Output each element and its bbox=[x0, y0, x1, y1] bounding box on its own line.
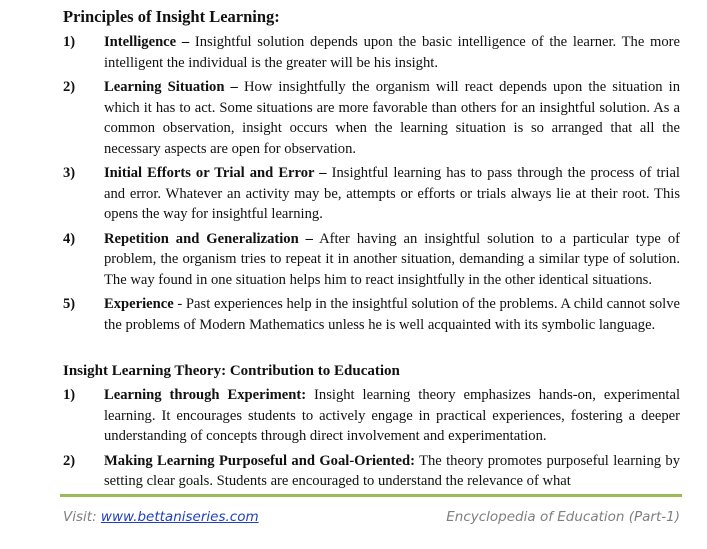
footer-divider bbox=[60, 494, 682, 497]
list-item bbox=[63, 451, 680, 492]
item-term: Intelligence – bbox=[104, 34, 190, 50]
item-text bbox=[104, 32, 680, 73]
list-item bbox=[63, 77, 680, 159]
contribution-list bbox=[63, 385, 680, 496]
item-term: Learning Situation – bbox=[104, 79, 238, 95]
item-text bbox=[104, 451, 680, 492]
item-text bbox=[104, 294, 680, 335]
item-text bbox=[104, 77, 680, 159]
item-text bbox=[104, 163, 680, 225]
footer-visit-label: Visit: bbox=[63, 509, 101, 525]
item-body: After having an insightful solution to a particular type of problem, the organism tries to repeat it in another situation, demanding a similar type of solution. The way found in one situation helps him to react insightfully in the other identical situations. bbox=[104, 230, 680, 288]
principles-list bbox=[63, 32, 680, 339]
item-body: Insight learning theory emphasizes hands-on, experimental learning. It encourages students to actively engage in practical experiences, fostering a deeper understanding of concepts through direct involvement and experimentation. bbox=[104, 387, 680, 444]
item-number: 2) bbox=[63, 79, 76, 95]
list-item bbox=[63, 163, 680, 225]
item-term: Initial Efforts or Trial and Error – bbox=[104, 165, 327, 181]
item-term: Repetition and Generalization – bbox=[104, 230, 313, 247]
footer-visit bbox=[63, 509, 259, 525]
item-term: Learning through Experiment: bbox=[104, 387, 307, 403]
list-item bbox=[63, 385, 680, 447]
item-body: - Past experiences help in the insightful solution of the problems. A child cannot solve the problems of Modern Mathematics unless he is well acquainted with its symbolic language. bbox=[104, 296, 680, 333]
list-item bbox=[63, 229, 680, 291]
list-item bbox=[63, 32, 680, 73]
item-number: 2) bbox=[63, 452, 76, 469]
item-body: Insightful learning has to pass through the process of trial and error. Whatever an activity may be, attempts or efforts or trials always lie at their root. This opens the way for insightful learning. bbox=[104, 165, 680, 222]
item-text bbox=[104, 385, 680, 447]
item-number: 3) bbox=[63, 165, 76, 181]
item-number: 5) bbox=[63, 296, 76, 312]
item-number: 1) bbox=[63, 34, 76, 50]
footer-website-link[interactable]: www.bettaniseries.com bbox=[100, 509, 259, 525]
section-title-principles: Principles of Insight Learning: bbox=[63, 7, 280, 26]
list-item bbox=[63, 294, 680, 335]
item-number: 1) bbox=[63, 387, 76, 403]
item-term: Experience bbox=[104, 296, 174, 312]
item-term: Making Learning Purposeful and Goal-Oriented: bbox=[104, 452, 415, 469]
item-number: 4) bbox=[63, 230, 76, 247]
footer-book-title: Encyclopedia of Education (Part-1) bbox=[446, 509, 680, 525]
item-text bbox=[104, 229, 680, 291]
section-title-contribution: Insight Learning Theory: Contribution to Education bbox=[63, 363, 400, 379]
item-body: Insightful solution depends upon the basic intelligence of the learner. The more intelligent the individual is the greater will be his insight. bbox=[104, 34, 681, 71]
item-body: The theory promotes purposeful learning by setting clear goals. Students are encouraged to understand the relevance of what bbox=[104, 452, 680, 489]
item-body: How insightfully the organism will react depends upon the situation in which it has to act. Some situations are more favorable than others for an insightful solution. As a common observation, insight occurs when the learning situation is so arranged that all the necessary aspects are open for observation. bbox=[104, 79, 680, 157]
